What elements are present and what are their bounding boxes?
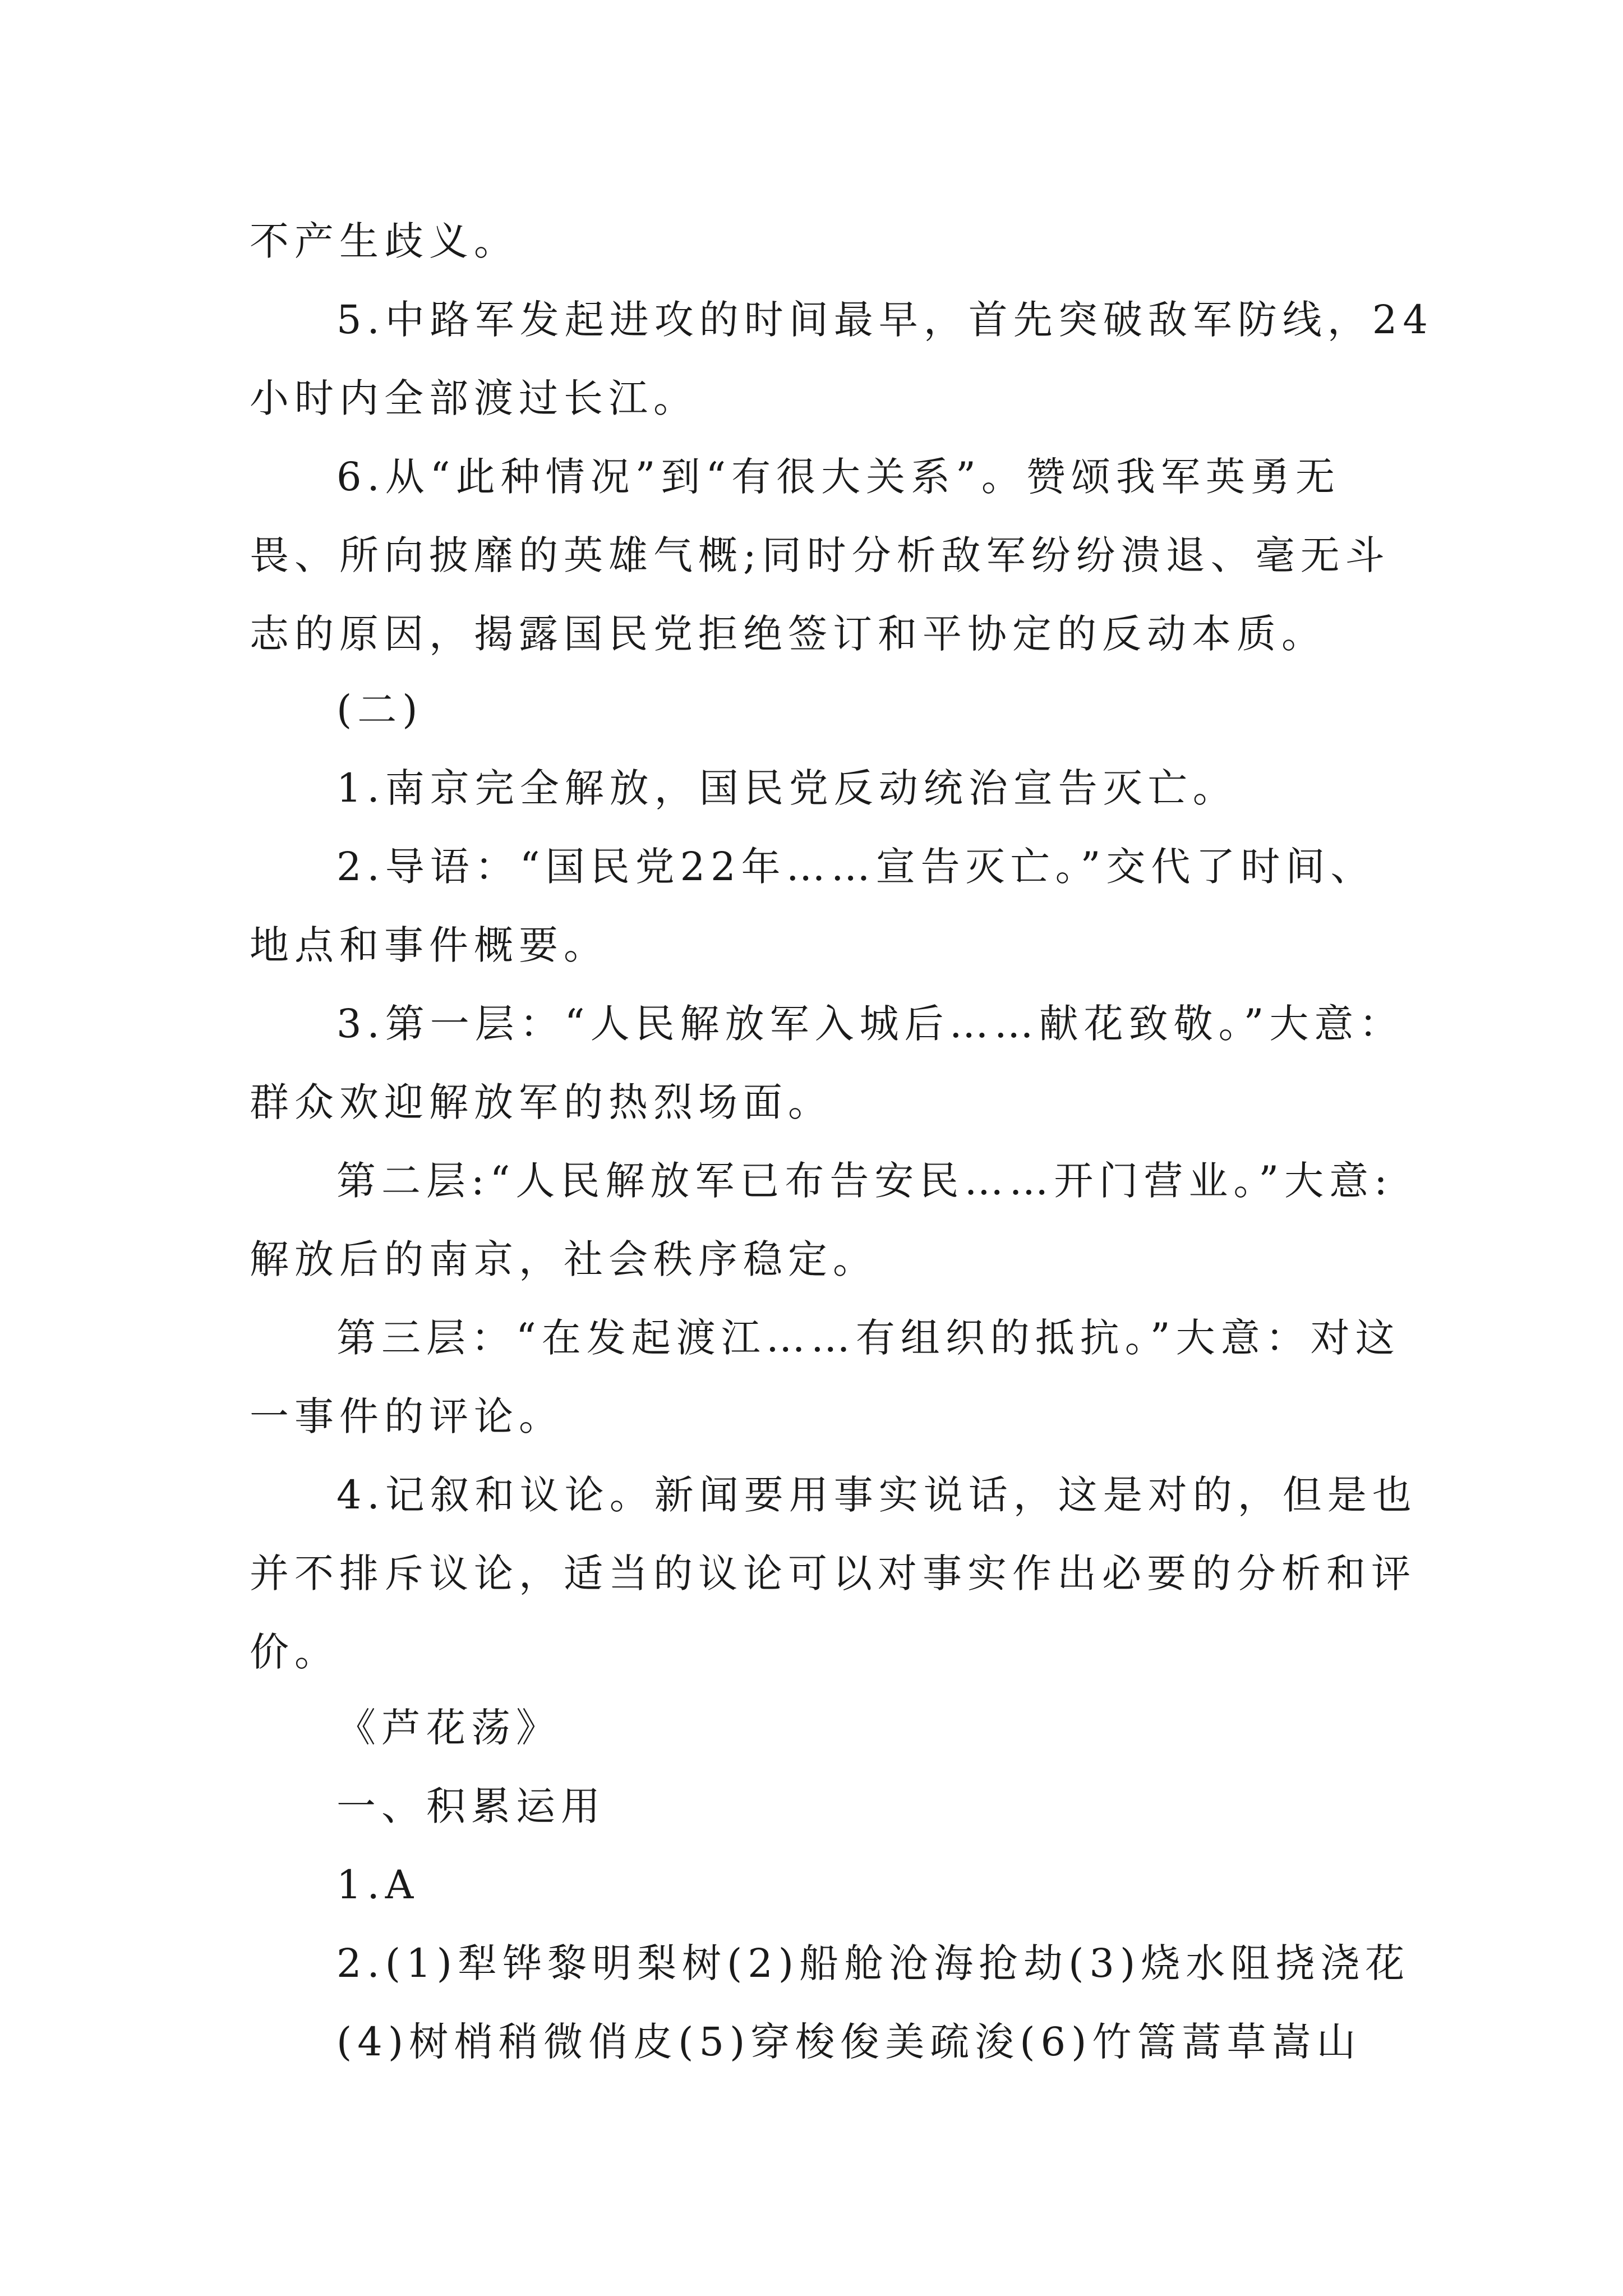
text-line: 一事件的评论。 <box>250 1393 564 1439</box>
text-line: 《芦花荡》 <box>336 1705 561 1751</box>
text-line: 5.中路军发起进攻的时间最早，首先突破敌军防线，24 <box>336 297 1433 343</box>
text-line: 畏、所向披靡的英雄气概;同时分析敌军纷纷溃退、毫无斗 <box>250 532 1390 578</box>
text-line: 4.记叙和议论。新闻要用事实说话，这是对的，但是也 <box>336 1472 1417 1518</box>
text-line: 1.A <box>336 1862 419 1908</box>
text-line: 1.南京完全解放，国民党反动统治宣告灭亡。 <box>336 765 1238 811</box>
text-line: 解放后的南京，社会秩序稳定。 <box>250 1236 878 1282</box>
text-line: (4)树梢稍微俏皮(5)穿梭俊美疏浚(6)竹篙蒿草嵩山 <box>336 2019 1362 2065</box>
text-line: 小时内全部渡过长江。 <box>250 375 698 421</box>
text-line: 2.(1)犁铧黎明梨树(2)船舱沧海抢劫(3)烧水阻挠浇花 <box>336 1940 1410 1986</box>
text-line: 6.从“此种情况”到“有很大关系”。赞颂我军英勇无 <box>336 454 1340 500</box>
text-line: 并不排斥议论，适当的议论可以对事实作出必要的分析和评 <box>250 1550 1416 1596</box>
text-line: 第三层：“在发起渡江……有组织的抵抗。”大意：对这 <box>336 1315 1400 1361</box>
text-line: 2.导语：“国民党22年……宣告灭亡。”交代了时间、 <box>336 844 1376 890</box>
text-line: 第二层:“人民解放军已布告安民……开门营业。”大意: <box>336 1158 1393 1204</box>
text-line: 不产生歧义。 <box>250 218 519 264</box>
text-line: 群众欢迎解放军的热烈场面。 <box>250 1079 833 1125</box>
text-line: 价。 <box>250 1629 339 1675</box>
text-line: (二) <box>336 687 423 733</box>
text-line: 志的原因，揭露国民党拒绝签订和平协定的反动本质。 <box>250 611 1326 657</box>
text-line: 地点和事件概要。 <box>250 922 608 968</box>
text-line: 3.第一层：“人民解放军入城后……献花致敬。”大意： <box>336 1001 1404 1047</box>
text-line: 一、积累运用 <box>336 1783 606 1829</box>
